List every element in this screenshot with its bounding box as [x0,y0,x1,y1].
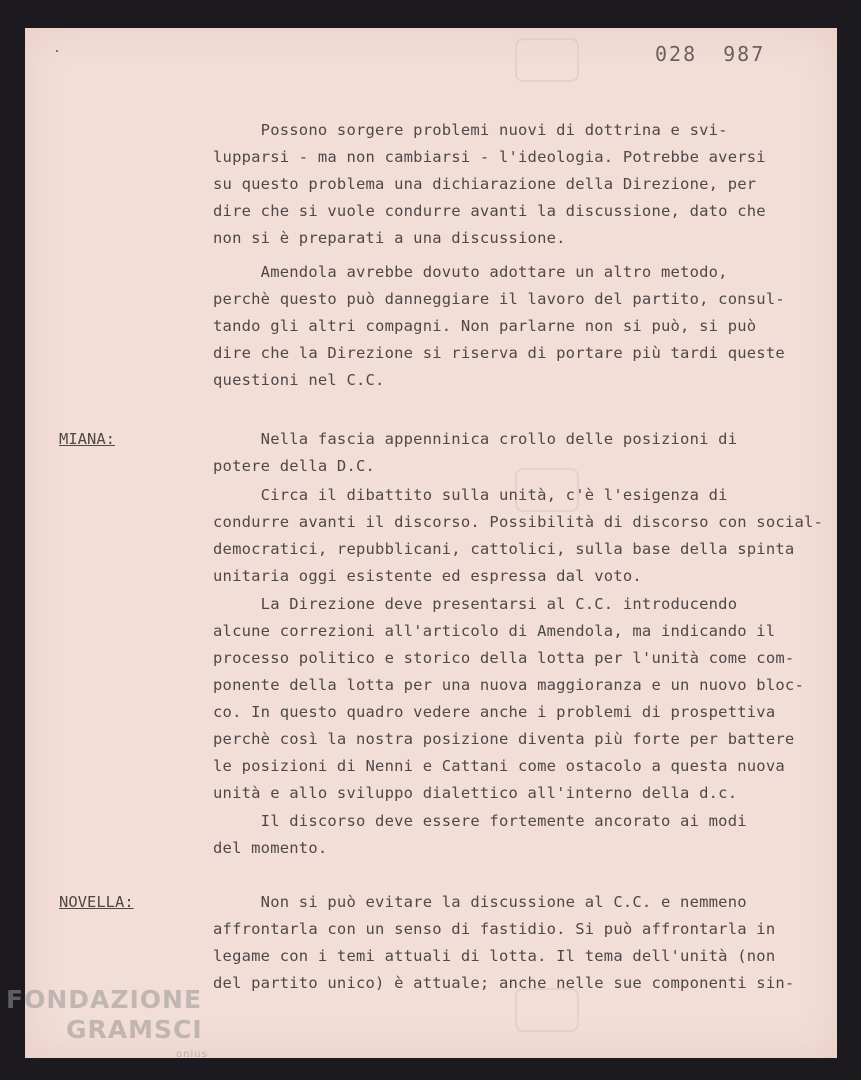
text-line: democratici, repubblicani, cattolici, sulla base della spinta [213,540,795,558]
text-line: Non si può evitare la discussione al C.C. e nemmeno [213,893,747,911]
text-line: dire che la Direzione si riserva di portare più tardi queste [213,344,785,362]
text-line: alcune correzioni all'articolo di Amendola, ma indicando il [213,622,776,640]
text-line: tando gli altri compagni. Non parlarne non si può, si può [213,317,757,335]
margin-dot [56,50,58,52]
document-page [25,28,837,1058]
text-line: del partito unico) è attuale; anche nelle sue componenti sin- [213,974,795,992]
text-line: perchè così la nostra posizione diventa più forte per battere [213,730,795,748]
text-line: lupparsi - ma non cambiarsi - l'ideologia. Potrebbe aversi [213,148,766,166]
ref-number-1: 028 [655,42,698,66]
text-line: le posizioni di Nenni e Cattani come ostacolo a questa nuova [213,757,785,775]
text-line: processo politico e storico della lotta per l'unità come com- [213,649,795,667]
archive-reference [655,42,765,66]
text-line: non si è preparati a una discussione. [213,229,566,247]
watermark-line-2: GRAMSCI [66,1015,203,1044]
text-line: affrontarla con un senso di fastidio. Si può affrontarla in [213,920,776,938]
fondazione-gramsci-watermark [6,985,208,1060]
text-line: Nella fascia appenninica crollo delle posizioni di [213,430,738,448]
faint-stamp [515,38,579,82]
text-line: del momento. [213,839,328,857]
text-line: co. In questo quadro vedere anche i problemi di prospettiva [213,703,776,721]
text-line: perchè questo può danneggiare il lavoro del partito, consul- [213,290,785,308]
text-line: ponente della lotta per una nuova maggioranza e un nuovo bloc- [213,676,804,694]
text-line: unitaria oggi esistente ed espressa dal voto. [213,567,642,585]
ref-number-2: 987 [723,42,766,66]
text-line: potere della D.C. [213,457,376,475]
text-line: condurre avanti il discorso. Possibilità di discorso con social- [213,513,824,531]
text-line: Amendola avrebbe dovuto adottare un altro metodo, [213,263,728,281]
text-line: su questo problema una dichiarazione della Direzione, per [213,175,757,193]
text-line: unità e allo sviluppo dialettico all'interno della d.c. [213,784,738,802]
watermark-line-1: FONDAZIONE [6,985,203,1014]
text-line: Il discorso deve essere fortemente ancorato ai modi [213,812,747,830]
text-line: legame con i temi attuali di lotta. Il tema dell'unità (non [213,947,776,965]
text-line: La Direzione deve presentarsi al C.C. introducendo [213,595,738,613]
speaker-label-miana: MIANA: [59,430,115,448]
faint-stamp [515,988,579,1032]
watermark-line-3: onlus [176,1049,208,1060]
speaker-label-novella: NOVELLA: [59,893,134,911]
text-line: questioni nel C.C. [213,371,385,389]
text-line: Circa il dibattito sulla unità, c'è l'esigenza di [213,486,728,504]
text-line: Possono sorgere problemi nuovi di dottrina e svi- [213,121,728,139]
text-line: dire che si vuole condurre avanti la discussione, dato che [213,202,766,220]
